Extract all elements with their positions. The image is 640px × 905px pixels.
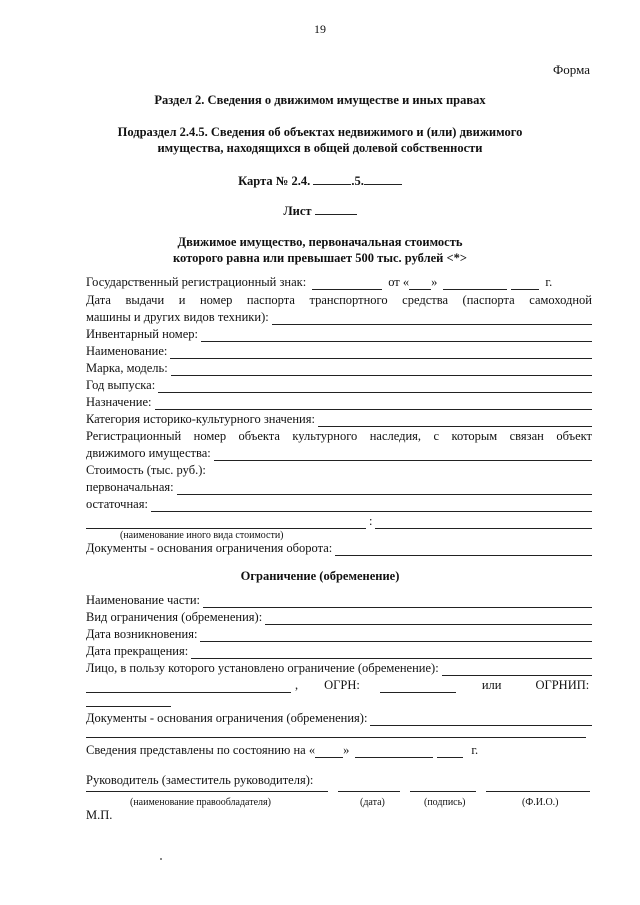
ogrnip-field[interactable] (86, 706, 171, 707)
restriction-type-field[interactable] (265, 612, 592, 625)
restriction-docs-field-2[interactable] (86, 737, 586, 738)
as-of-year-label: г. (471, 743, 479, 757)
residual-cost-row (86, 496, 592, 512)
head-row (86, 772, 592, 788)
start-date-field[interactable] (200, 629, 592, 642)
reg-day-field[interactable] (409, 277, 431, 290)
part-name-label: Наименование части: (86, 593, 201, 607)
inventory-row (86, 326, 592, 342)
sheet-blank[interactable] (315, 202, 357, 215)
ogrn-label: ОГРН: (324, 678, 360, 692)
ogrn-row (86, 677, 592, 693)
other-cost-colon: : (369, 514, 373, 528)
passport-field[interactable] (272, 312, 592, 325)
cost-label: Стоимость (тыс. руб.): (86, 463, 206, 477)
restriction-docs-field[interactable] (370, 713, 592, 726)
reg-from-label: от « (388, 275, 410, 289)
year-label: Год выпуска: (86, 378, 156, 392)
inventory-field[interactable] (201, 329, 592, 342)
passport-label-line2: машины и других видов техники): (86, 310, 269, 324)
initial-cost-label: первоначальная: (86, 480, 174, 494)
initial-cost-row (86, 479, 592, 495)
category-field[interactable] (318, 414, 592, 427)
signature-field[interactable] (410, 791, 476, 792)
signature-hint: (подпись) (424, 797, 466, 808)
brand-row (86, 360, 592, 376)
page-number: 19 (314, 22, 326, 36)
restriction-docs-label: Документы - основания ограничения (обременения): (86, 711, 368, 725)
beneficiary-row (86, 660, 592, 676)
subsection-title-line1: Подраздел 2.4.5. Сведения об объектах недвижимого и (или) движимого (117, 125, 523, 139)
or-label: или (481, 678, 502, 692)
year-row (86, 377, 592, 393)
ogrn-field[interactable] (380, 680, 456, 693)
heritage-row (86, 445, 592, 461)
other-cost-row (86, 513, 592, 529)
residual-cost-field[interactable] (151, 499, 592, 512)
cost-row (86, 462, 592, 478)
other-cost-hint: (наименование иного вида стоимости) (120, 530, 284, 541)
date-field[interactable] (338, 791, 400, 792)
end-date-label: Дата прекращения: (86, 644, 189, 658)
as-of-day-field[interactable] (315, 745, 343, 758)
reg-year-field[interactable] (511, 277, 539, 290)
part-name-row (86, 592, 592, 608)
card-number (0, 172, 640, 189)
docs-turnover-label: Документы - основания ограничения оборота: (86, 541, 333, 555)
inventory-label: Инвентарный номер: (86, 327, 198, 341)
stamp-label: М.П. (86, 808, 113, 822)
brand-label: Марка, модель: (86, 361, 168, 375)
card-blank-1[interactable] (313, 172, 351, 185)
ogrn-comma: , (295, 678, 299, 692)
movable-title-line1: Движимое имущество, первоначальная стоимость (177, 235, 463, 249)
start-date-row (86, 626, 592, 642)
as-of-year-field[interactable] (437, 745, 463, 758)
beneficiary-name-field[interactable] (86, 680, 291, 693)
docs-turnover-field[interactable] (335, 543, 592, 556)
residual-cost-label: остаточная: (86, 497, 148, 511)
sheet-line (0, 202, 640, 219)
restriction-docs-row (86, 710, 592, 726)
form-label: Форма (553, 62, 590, 77)
name-field[interactable] (170, 346, 592, 359)
fio-field[interactable] (486, 791, 590, 792)
head-label: Руководитель (заместитель руководителя): (86, 773, 314, 787)
as-of-label: Сведения представлены по состоянию на « (86, 743, 316, 757)
end-date-row (86, 643, 592, 659)
passport-label-line1: Дата выдачи и номер паспорта транспортного средства (паспорта самоходной (86, 293, 592, 307)
end-date-field[interactable] (191, 646, 592, 659)
purpose-row (86, 394, 592, 410)
part-name-field[interactable] (203, 595, 592, 608)
restriction-type-row (86, 609, 592, 625)
reg-month-field[interactable] (443, 277, 507, 290)
purpose-field[interactable] (155, 397, 593, 410)
reg-sign-label: Государственный регистрационный знак: (86, 275, 307, 289)
heritage-field[interactable] (214, 448, 592, 461)
reg-sign-row (86, 274, 592, 290)
brand-field[interactable] (171, 363, 592, 376)
holder-hint: (наименование правообладателя) (130, 797, 271, 808)
sheet-label: Лист (283, 204, 312, 218)
purpose-label: Назначение: (86, 395, 152, 409)
reg-year-label: г. (545, 275, 553, 289)
docs-turnover-row (86, 540, 592, 556)
as-of-row (86, 742, 592, 758)
beneficiary-field[interactable] (442, 663, 592, 676)
other-cost-value-field[interactable] (375, 516, 592, 529)
heritage-label-line1: Регистрационный номер объекта культурного наследия, с которым связан объект (86, 429, 592, 443)
fio-hint: (Ф.И.О.) (522, 797, 559, 808)
category-row (86, 411, 592, 427)
name-row (86, 343, 592, 359)
restriction-type-label: Вид ограничения (обременения): (86, 610, 263, 624)
year-field[interactable] (158, 380, 592, 393)
date-hint: (дата) (360, 797, 385, 808)
section-title: Раздел 2. Сведения о движимом имуществе и иных правах (154, 93, 486, 107)
restriction-title: Ограничение (обременение) (240, 569, 400, 583)
start-date-label: Дата возникновения: (86, 627, 198, 641)
card-blank-2[interactable] (364, 172, 402, 185)
initial-cost-field[interactable] (177, 482, 592, 495)
reg-quote: » (431, 275, 438, 289)
ogrnip-label: ОГРНИП: (535, 678, 590, 692)
category-label: Категория историко-культурного значения: (86, 412, 315, 426)
as-of-month-field[interactable] (355, 745, 433, 758)
holder-name-field[interactable] (86, 791, 328, 792)
as-of-quote: » (343, 743, 350, 757)
other-cost-name-field[interactable] (86, 516, 366, 529)
heritage-label-line2: движимого имущества: (86, 446, 211, 460)
name-label: Наименование: (86, 344, 168, 358)
reg-sign-field[interactable] (312, 277, 382, 290)
movable-title-line2: которого равна или превышает 500 тыс. рублей <*> (173, 251, 467, 265)
scan-speck (160, 858, 162, 860)
passport-row (86, 309, 592, 325)
card-middle: .5. (351, 174, 364, 188)
subsection-title-line2: имущества, находящихся в общей долевой собственности (157, 141, 483, 155)
beneficiary-label: Лицо, в пользу которого установлено ограничение (обременение): (86, 661, 439, 675)
card-prefix: Карта № 2.4. (238, 174, 311, 188)
